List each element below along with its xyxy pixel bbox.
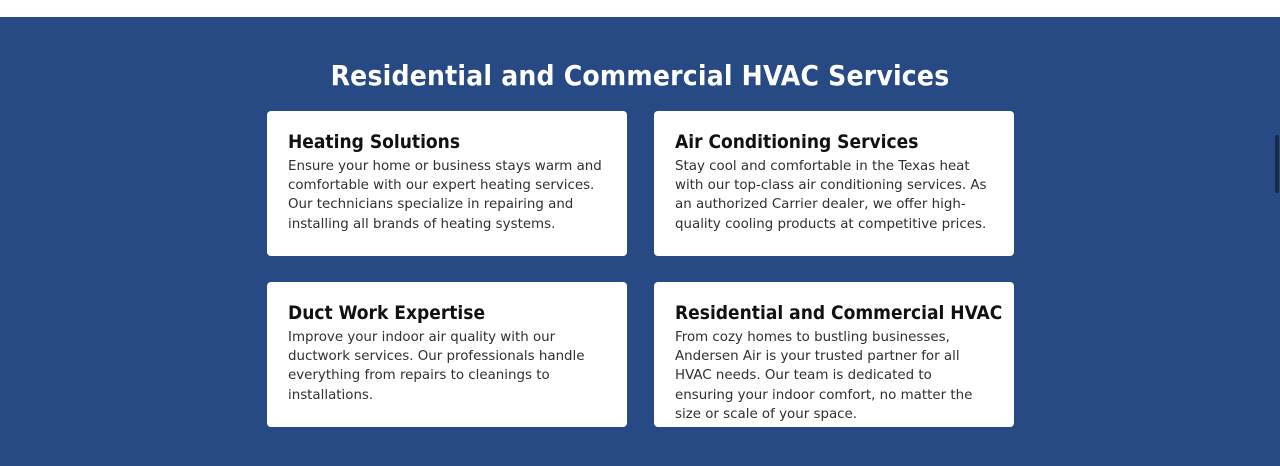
card-description: Ensure your home or business stays warm and comfortable with our expert heating services. Our technicians specialize in repairing and installing all brands of heating systems. <box>288 159 602 232</box>
card-title: Residential and Commercial HVAC <box>675 302 1003 324</box>
card-description: From cozy homes to bustling businesses, Andersen Air is your trusted partner for all HVAC needs. Our team is dedicated to ensuring your indoor comfort, no matter the size or scale of your space. <box>675 330 973 422</box>
card-title: Heating Solutions <box>288 131 461 153</box>
services-section <box>0 17 1280 466</box>
card-title: Air Conditioning Services <box>675 131 919 153</box>
scrollbar-thumb[interactable] <box>1275 135 1279 193</box>
card-description: Improve your indoor air quality with our ductwork services. Our professionals handle everything from repairs to cleanings to installations. <box>288 330 585 403</box>
service-card-duct-work <box>267 282 627 427</box>
card-description: Stay cool and comfortable in the Texas heat with our top-class air conditioning services. As an authorized Carrier dealer, we offer high-quality cooling products at competitive prices. <box>675 159 987 232</box>
service-card-heating <box>267 111 627 256</box>
card-title: Duct Work Expertise <box>288 302 486 324</box>
service-card-air-conditioning <box>654 111 1014 256</box>
section-title: Residential and Commercial HVAC Services <box>330 59 950 92</box>
top-bar <box>0 0 1280 17</box>
service-card-residential-commercial <box>654 282 1014 427</box>
